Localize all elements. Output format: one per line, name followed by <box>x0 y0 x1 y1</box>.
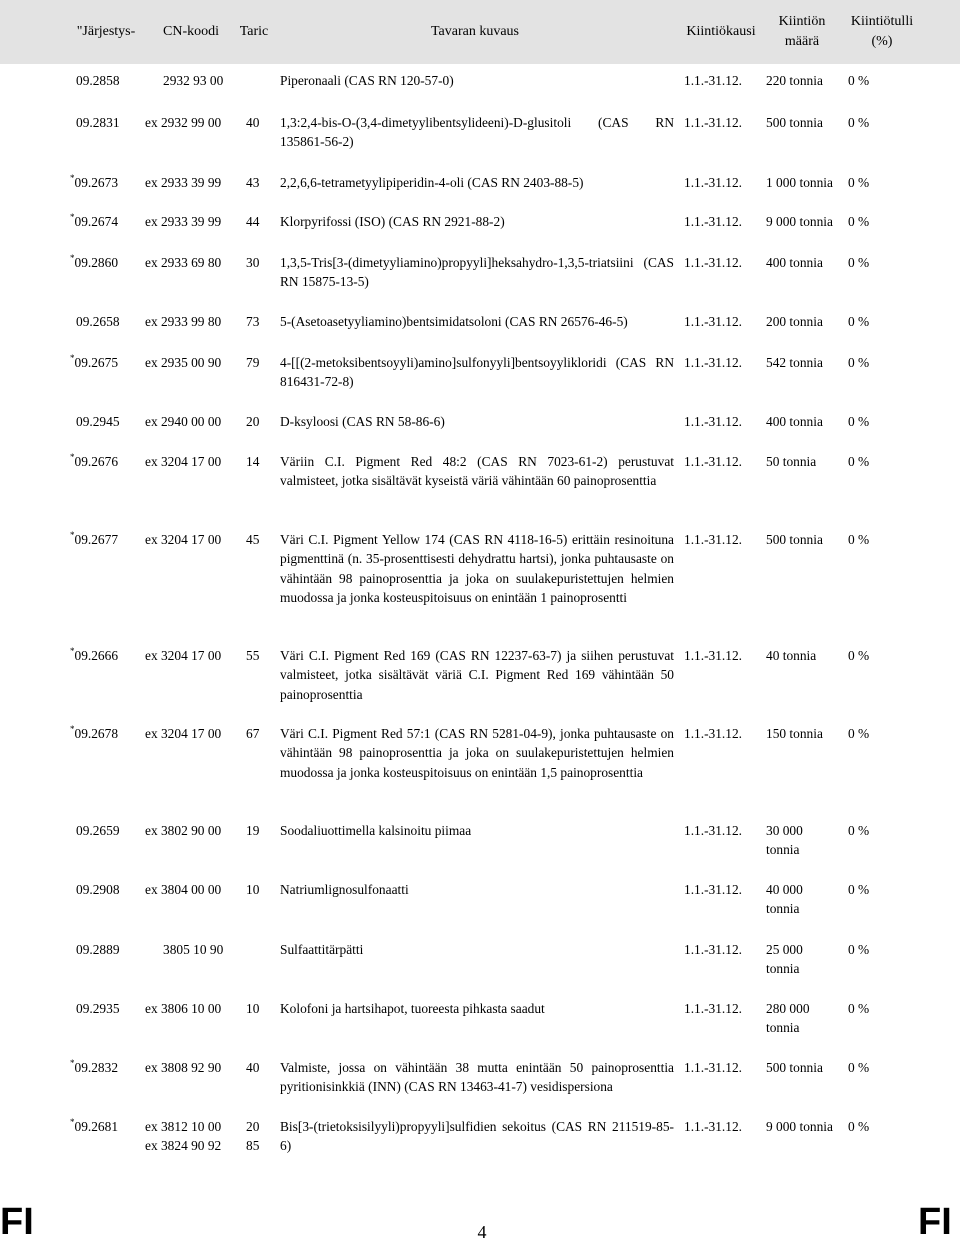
taric-code: 10 <box>246 1001 260 1016</box>
description-cell: 2,2,6,6-tetrametyylipiperidin-4-oli (CAS RN 2403-88-5) <box>280 175 584 190</box>
order-number-cell <box>76 999 142 1018</box>
description-cell: 4-[[(2-metoksibentsoyyli)amino]sulfonyyli]bentsoyylikloridi (CAS RN 816431-72-8) <box>280 355 674 390</box>
header-quota-amount: Kiintiön määrä <box>778 14 826 49</box>
description-cell: D-ksyloosi (CAS RN 58-86-6) <box>280 414 445 429</box>
order-number-cell <box>70 353 136 372</box>
amendment-star: * <box>70 724 75 734</box>
quota-duty-cell: 0 % <box>848 355 870 370</box>
cn-code: ex 3804 00 00 <box>145 882 222 897</box>
description-cell: Bis[3-(trietoksisilyyli)propyyli]sulfidien sekoitus (CAS RN 211519-85-6) <box>280 1119 674 1154</box>
quota-period-cell: 1.1.-31.12. <box>684 532 743 547</box>
description-cell: Kolofoni ja hartsihapot, tuoreesta pihkasta saadut <box>280 1001 545 1016</box>
quota-amount-cell: 25 000 tonnia <box>766 942 803 977</box>
taric-code: 73 <box>246 314 260 329</box>
quota-amount-cell: 1 000 tonnia <box>766 175 833 190</box>
quota-period-cell: 1.1.-31.12. <box>684 115 743 130</box>
order-number-cell <box>70 724 136 743</box>
taric-cell <box>246 312 274 331</box>
description-cell: Väri C.I. Pigment Yellow 174 (CAS RN 4118-16-5) erittäin resinoituna pigmenttinä (n. 35-prosenttisesti dehydrattu hartsi), jonka puhtausaste on vähintään 98 painoprosenttia ja joka on suulakepuristettujen helmien muodossa ja jonka kosteuspitoisuus on enintään 1 painoprosentti <box>280 532 674 605</box>
taric-cell <box>246 999 274 1018</box>
cn-code: ex 2940 00 00 <box>145 414 222 429</box>
cn-code: ex 3204 17 00 <box>145 648 222 663</box>
cn-code-cell <box>145 412 235 431</box>
order-number: 09.2681 <box>74 1119 119 1134</box>
order-number: 09.2675 <box>74 355 119 370</box>
order-number-cell <box>70 212 136 231</box>
quota-amount-cell: 500 tonnia <box>766 532 823 547</box>
order-number-cell <box>76 880 142 899</box>
taric-code: 20 <box>246 414 260 429</box>
quota-duty-cell: 0 % <box>848 73 870 88</box>
quota-period-cell: 1.1.-31.12. <box>684 1001 743 1016</box>
quota-period-cell: 1.1.-31.12. <box>684 726 743 741</box>
order-number-cell <box>70 452 136 471</box>
cn-code: ex 3204 17 00 <box>145 454 222 469</box>
amendment-star: * <box>70 646 75 656</box>
cn-code-cell <box>145 212 235 231</box>
description-cell: Väri C.I. Pigment Red 57:1 (CAS RN 5281-04-9), jonka puhtausaste on vähintään 98 painoprosenttia ja joka on suulakepuristettujen helmien muodossa ja jonka kosteuspitoisuus on enintään 1,5 painoprosenttia <box>280 726 674 780</box>
order-number: 09.2658 <box>76 314 120 329</box>
taric-code: 85 <box>246 1138 260 1154</box>
quota-duty-cell: 0 % <box>848 214 870 229</box>
cn-code-cell <box>145 1117 235 1156</box>
quota-amount-cell: 400 tonnia <box>766 255 823 270</box>
quota-amount-cell: 9 000 tonnia <box>766 214 833 229</box>
order-number: 09.2677 <box>74 532 119 547</box>
cn-code: ex 3824 90 92 <box>145 1138 222 1154</box>
quota-period-cell: 1.1.-31.12. <box>684 73 743 88</box>
taric-code: 43 <box>246 175 260 190</box>
quota-duty-cell: 0 % <box>848 648 870 663</box>
description-cell: Väri C.I. Pigment Red 169 (CAS RN 12237-63-7) ja siihen perustuvat valmisteet, jotka sisältävät väriä C.I. Pigment Red 169 vähintään 50 painoprosenttia <box>280 648 674 702</box>
cn-code: 3805 10 90 <box>163 942 224 957</box>
cn-code: ex 3802 90 00 <box>145 823 222 838</box>
cn-code: ex 2933 99 80 <box>145 314 222 329</box>
quota-duty-cell: 0 % <box>848 175 870 190</box>
cn-code: ex 3204 17 00 <box>145 532 222 547</box>
order-number-cell <box>70 253 136 272</box>
cn-code-cell <box>145 999 235 1018</box>
order-number: 09.2674 <box>74 214 119 229</box>
cn-code-cell <box>145 880 235 899</box>
description-cell: Sulfaattitärpätti <box>280 942 364 957</box>
cn-code-cell <box>145 646 235 665</box>
quota-amount-cell: 50 tonnia <box>766 454 817 469</box>
cn-code-cell <box>145 253 235 272</box>
quota-duty-cell: 0 % <box>848 414 870 429</box>
taric-cell <box>246 173 274 192</box>
cn-code: ex 2933 39 99 <box>145 214 222 229</box>
header-taric: Taric <box>239 24 269 39</box>
taric-cell <box>246 412 274 431</box>
order-number-cell <box>76 821 142 840</box>
description-cell: Valmiste, jossa on vähintään 38 mutta enintään 50 painoprosenttia pyritionisinkkiä (INN) (CAS RN 13463-41-7) vesidispersiona <box>280 1060 674 1095</box>
taric-code: 45 <box>246 532 260 547</box>
cn-code: ex 3806 10 00 <box>145 1001 222 1016</box>
order-number-cell <box>70 173 136 192</box>
description-cell: Natriumlignosulfonaatti <box>280 882 409 897</box>
taric-code: 67 <box>246 726 260 741</box>
header-description: Tavaran kuvaus <box>430 24 520 39</box>
order-number: 09.2889 <box>76 942 120 957</box>
cn-code: ex 2933 39 99 <box>145 175 222 190</box>
cn-code-cell <box>145 312 235 331</box>
quota-period-cell: 1.1.-31.12. <box>684 414 743 429</box>
quota-amount-cell: 220 tonnia <box>766 73 823 88</box>
quota-amount-cell: 200 tonnia <box>766 314 823 329</box>
cn-code-cell <box>145 724 235 743</box>
cn-code: ex 3808 92 90 <box>145 1060 222 1075</box>
quota-period-cell: 1.1.-31.12. <box>684 1119 743 1134</box>
taric-code: 55 <box>246 648 260 663</box>
quota-duty-cell: 0 % <box>848 1060 870 1075</box>
cn-code: ex 2933 69 80 <box>145 255 222 270</box>
description-cell: Piperonaali (CAS RN 120-57-0) <box>280 73 454 88</box>
quota-amount-cell: 150 tonnia <box>766 726 823 741</box>
footer-language-left: FI <box>0 1201 34 1243</box>
quota-amount-cell: 500 tonnia <box>766 115 823 130</box>
amendment-star: * <box>70 212 75 222</box>
order-number: 09.2673 <box>74 175 119 190</box>
cn-code: ex 2932 99 00 <box>145 115 222 130</box>
order-number: 09.2908 <box>76 882 120 897</box>
order-number: 09.2676 <box>74 454 119 469</box>
amendment-star: * <box>70 253 75 263</box>
cn-code-cell <box>145 530 235 549</box>
amendment-star: * <box>70 353 75 363</box>
quota-amount-cell: 280 000 tonnia <box>766 1001 810 1036</box>
taric-cell <box>246 1117 274 1156</box>
taric-cell <box>246 530 274 549</box>
taric-cell <box>246 353 274 372</box>
cn-code-cell <box>145 940 235 959</box>
quota-duty-cell: 0 % <box>848 115 870 130</box>
order-number-cell <box>70 530 136 549</box>
taric-cell <box>246 113 274 132</box>
cn-code: ex 3812 10 00 <box>145 1119 222 1134</box>
cn-code-cell <box>145 353 235 372</box>
order-number: 09.2659 <box>76 823 120 838</box>
quota-period-cell: 1.1.-31.12. <box>684 355 743 370</box>
description-cell: Soodaliuottimella kalsinoitu piimaa <box>280 823 472 838</box>
taric-cell <box>246 880 274 899</box>
quota-duty-cell: 0 % <box>848 454 870 469</box>
taric-cell <box>246 646 274 665</box>
quota-period-cell: 1.1.-31.12. <box>684 454 743 469</box>
cn-code: ex 3204 17 00 <box>145 726 222 741</box>
order-number-cell <box>76 412 142 431</box>
quota-amount-cell: 30 000 tonnia <box>766 823 803 858</box>
taric-cell <box>246 1058 274 1077</box>
quota-amount-cell: 40 000 tonnia <box>766 882 803 917</box>
quota-duty-cell: 0 % <box>848 1001 870 1016</box>
order-number-cell <box>76 940 142 959</box>
quota-duty-cell: 0 % <box>848 823 870 838</box>
order-number: 09.2945 <box>76 414 120 429</box>
quota-amount-cell: 9 000 tonnia <box>766 1119 833 1134</box>
description-cell: 5-(Asetoasetyyliamino)bentsimidatsoloni (CAS RN 26576-46-5) <box>280 314 628 329</box>
order-number-cell <box>70 1058 136 1077</box>
quota-duty-cell: 0 % <box>848 942 870 957</box>
taric-code: 40 <box>246 115 260 130</box>
quota-period-cell: 1.1.-31.12. <box>684 255 743 270</box>
quota-duty-cell: 0 % <box>848 255 870 270</box>
quota-duty-cell: 0 % <box>848 726 870 741</box>
quota-duty-cell: 0 % <box>848 882 870 897</box>
description-cell: Väriin C.I. Pigment Red 48:2 (CAS RN 7023-61-2) perustuvat valmisteet, jotka sisältävät kyseistä väriä vähintään 60 painoprosenttia <box>280 454 674 489</box>
quota-duty-cell: 0 % <box>848 1119 870 1134</box>
cn-code: 2932 93 00 <box>163 73 224 88</box>
cn-code-cell <box>145 1058 235 1077</box>
header-quota-period: Kiintiökausi <box>686 24 756 39</box>
footer-language-right: FI <box>918 1201 952 1243</box>
description-cell: 1,3,5-Tris[3-(dimetyyliamino)propyyli]heksahydro-1,3,5-triatsiini (CAS RN 15875-13-5) <box>280 255 674 290</box>
taric-code: 79 <box>246 355 260 370</box>
taric-code: 44 <box>246 214 260 229</box>
cn-code-cell <box>145 113 235 132</box>
order-number-cell <box>76 312 142 331</box>
taric-cell <box>246 452 274 471</box>
quota-amount-cell: 500 tonnia <box>766 1060 823 1075</box>
order-number-cell <box>76 71 142 90</box>
quota-period-cell: 1.1.-31.12. <box>684 823 743 838</box>
cn-code-cell <box>145 71 235 90</box>
amendment-star: * <box>70 1117 75 1127</box>
taric-code: 20 <box>246 1119 260 1134</box>
quota-duty-cell: 0 % <box>848 532 870 547</box>
order-number: 09.2935 <box>76 1001 120 1016</box>
quota-amount-cell: 400 tonnia <box>766 414 823 429</box>
order-number: 09.2832 <box>74 1060 119 1075</box>
order-number: 09.2860 <box>74 255 119 270</box>
cn-code-cell <box>145 452 235 471</box>
quota-period-cell: 1.1.-31.12. <box>684 882 743 897</box>
order-number-cell <box>70 646 136 665</box>
taric-code: 30 <box>246 255 260 270</box>
order-number: 09.2831 <box>76 115 120 130</box>
quota-period-cell: 1.1.-31.12. <box>684 214 743 229</box>
order-number-cell <box>70 1117 136 1136</box>
header-cn-code: CN-koodi <box>163 24 219 39</box>
cn-code-cell <box>145 821 235 840</box>
taric-cell <box>246 724 274 743</box>
amendment-star: * <box>70 1058 75 1068</box>
header-order-number: "Järjestys- <box>76 24 136 39</box>
amendment-star: * <box>70 173 75 183</box>
taric-code: 40 <box>246 1060 260 1075</box>
quota-period-cell: 1.1.-31.12. <box>684 314 743 329</box>
taric-code: 10 <box>246 882 260 897</box>
cn-code: ex 2935 00 90 <box>145 355 222 370</box>
quota-period-cell: 1.1.-31.12. <box>684 648 743 663</box>
amendment-star: * <box>70 452 75 462</box>
amendment-star: * <box>70 530 75 540</box>
table-header <box>0 0 960 64</box>
description-cell: 1,3:2,4-bis-O-(3,4-dimetyylibentsylideeni)-D-glusitoli (CAS RN 135861-56-2) <box>280 115 674 150</box>
quota-period-cell: 1.1.-31.12. <box>684 1060 743 1075</box>
order-number: 09.2666 <box>74 648 119 663</box>
taric-code: 14 <box>246 454 260 469</box>
description-cell: Klorpyrifossi (ISO) (CAS RN 2921-88-2) <box>280 214 505 229</box>
page-number: 4 <box>477 1222 487 1242</box>
order-number: 09.2858 <box>76 73 120 88</box>
quota-period-cell: 1.1.-31.12. <box>684 175 743 190</box>
quota-period-cell: 1.1.-31.12. <box>684 942 743 957</box>
taric-code: 19 <box>246 823 260 838</box>
quota-amount-cell: 542 tonnia <box>766 355 823 370</box>
header-quota-duty: Kiintiötulli (%) <box>850 14 914 49</box>
cn-code-cell <box>145 173 235 192</box>
order-number: 09.2678 <box>74 726 119 741</box>
order-number-cell <box>76 113 142 132</box>
taric-cell <box>246 821 274 840</box>
quota-amount-cell: 40 tonnia <box>766 648 817 663</box>
taric-cell <box>246 253 274 272</box>
taric-cell <box>246 212 274 231</box>
quota-duty-cell: 0 % <box>848 314 870 329</box>
